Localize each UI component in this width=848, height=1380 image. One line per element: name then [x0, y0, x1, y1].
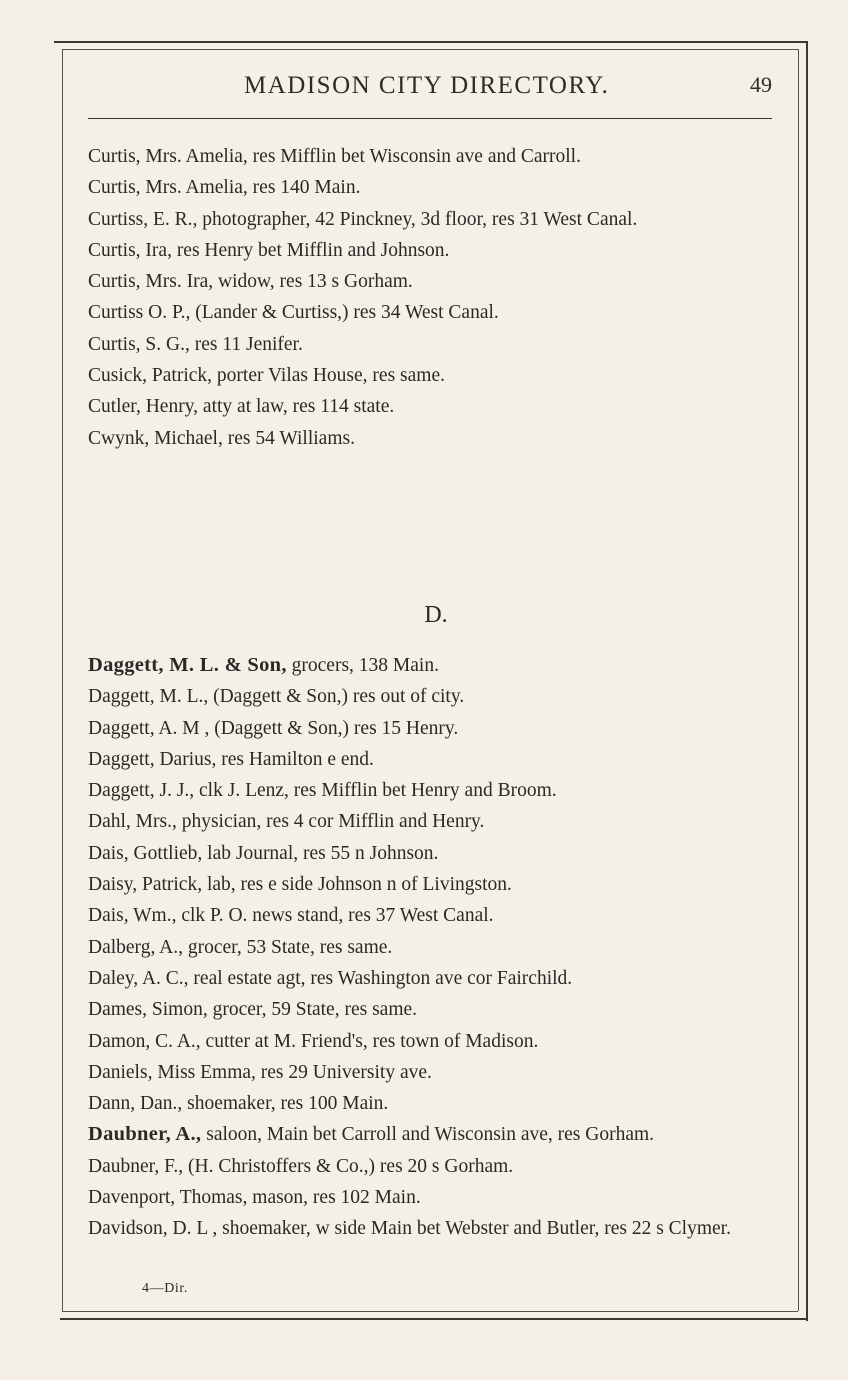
directory-entry: Curtiss, E. R., photographer, 42 Pinckney, 3d floor, res 31 West Canal. [88, 208, 638, 230]
directory-entry: Curtis, Mrs. Amelia, res Mifflin bet Wisconsin ave and Carroll. [88, 146, 581, 167]
directory-entry: Curtis, Mrs. Amelia, res 140 Main. [88, 177, 361, 199]
frame-top-inner-rule [62, 49, 798, 50]
section-heading-d: D. [424, 602, 448, 628]
frame-top-outer-rule [54, 41, 806, 43]
directory-entry: Daggett, Darius, res Hamilton e end. [88, 748, 374, 770]
directory-entry: Daubner, F., (H. Christoffers & Co.,) res 20 s Gorham. [88, 1155, 514, 1177]
bold-business-name: Daggett, M. L. & Son, [88, 654, 287, 676]
frame-right-rule [798, 49, 799, 1311]
directory-entry: Damon, C. A., cutter at M. Friend's, res town of Madison. [88, 1030, 539, 1052]
directory-entry: Daley, A. C., real estate agt, res Washington ave cor Fairchild. [88, 967, 573, 989]
directory-entry: Daisy, Patrick, lab, res e side Johnson n of Livingston. [88, 874, 512, 896]
directory-entry: Dais, Gottlieb, lab Journal, res 55 n Johnson. [88, 842, 439, 864]
directory-entry: Davidson, D. L , shoemaker, w side Main bet Webster and Butler, res 22 s Clymer. [88, 1218, 731, 1240]
directory-entry: Curtis, Mrs. Ira, widow, res 13 s Gorham. [88, 271, 413, 293]
page-title: MADISON CITY DIRECTORY. [244, 72, 610, 99]
page-number: 49 [750, 72, 772, 97]
frame-right-outer-rule [806, 41, 808, 1321]
directory-entry: Cutler, Henry, atty at law, res 114 state. [88, 396, 395, 418]
directory-entry: Dann, Dan., shoemaker, res 100 Main. [88, 1093, 389, 1115]
entry-text: grocers, 138 Main. [286, 655, 439, 676]
directory-entry: Curtis, S. G., res 11 Jenifer. [88, 333, 303, 355]
entries-c-list [88, 141, 780, 454]
directory-entry: Daggett, M. L., (Daggett & Son,) res out of city. [88, 686, 465, 708]
directory-entry: Daggett, J. J., clk J. Lenz, res Mifflin bet Henry and Broom. [88, 780, 557, 802]
directory-entry: Dames, Simon, grocer, 59 State, res same. [88, 999, 418, 1021]
directory-entry-bold [88, 650, 780, 681]
running-head [88, 72, 772, 106]
directory-entry: Daggett, A. M , (Daggett & Son,) res 15 Henry. [88, 717, 459, 739]
directory-entry: Curtiss O. P., (Lander & Curtiss,) res 34 West Canal. [88, 302, 499, 324]
frame-bottom-outer-rule [60, 1318, 808, 1320]
directory-entry: Curtis, Ira, res Henry bet Mifflin and Johnson. [88, 239, 450, 261]
directory-entry: Davenport, Thomas, mason, res 102 Main. [88, 1187, 421, 1209]
entry-text: saloon, Main bet Carroll and Wisconsin ave, res Gorham. [201, 1124, 655, 1146]
directory-entry: Dais, Wm., clk P. O. news stand, res 37 West Canal. [88, 905, 494, 927]
directory-entry: Daniels, Miss Emma, res 29 University ave. [88, 1061, 432, 1083]
directory-entry: Cwynk, Michael, res 54 Williams. [88, 427, 355, 449]
directory-entry: Dahl, Mrs., physician, res 4 cor Mifflin and Henry. [88, 811, 485, 833]
directory-entry-bold [88, 1119, 780, 1150]
header-rule [88, 118, 772, 119]
directory-entry: Cusick, Patrick, porter Vilas House, res same. [88, 365, 445, 387]
bold-business-name: Daubner, A., [88, 1123, 202, 1146]
frame-left-rule [62, 49, 63, 1311]
entries-d-section [88, 600, 780, 1245]
frame-bottom-inner-rule [62, 1311, 798, 1312]
signature-mark: 4—Dir. [142, 1281, 188, 1296]
directory-entry: Dalberg, A., grocer, 53 State, res same. [88, 936, 393, 958]
